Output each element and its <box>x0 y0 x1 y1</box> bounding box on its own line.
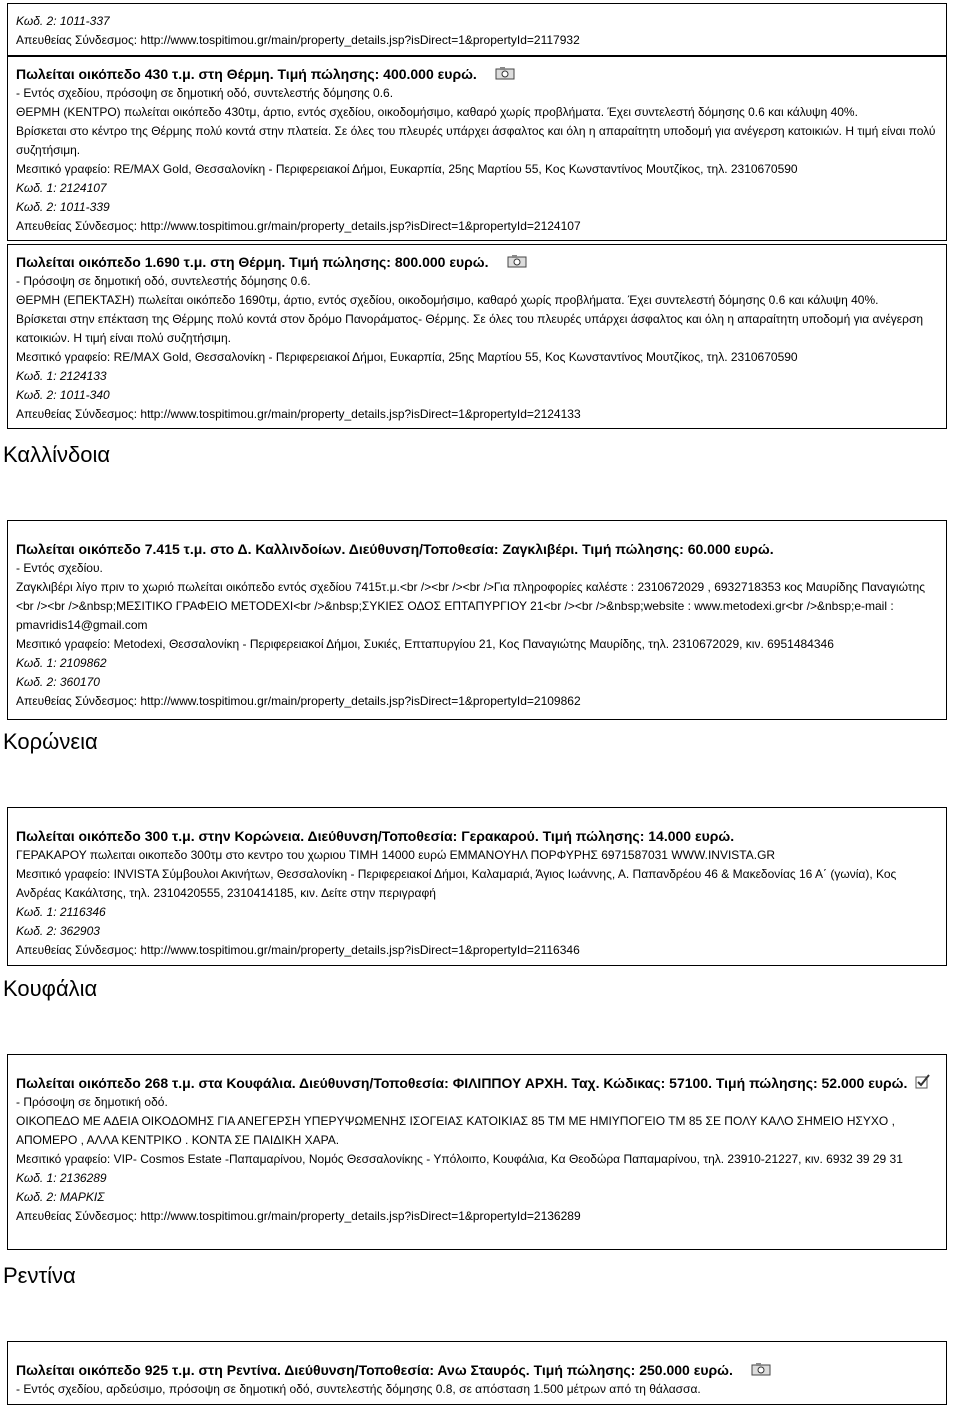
code1: Κωδ. 1: 2109862 <box>16 656 107 670</box>
code1: Κωδ. 1: 2136289 <box>16 1171 107 1185</box>
listing-title: Πωλείται οικόπεδο 430 τ.μ. στη Θέρμη. Τιμή πώλησης: 400.000 ευρώ. <box>16 65 938 84</box>
listing-agency: Μεσιτικό γραφείο: VIP- Cosmos Estate -Παπαμαρίνου, Νομός Θεσσαλονίκης - Υπόλοιπο, Κουφάλια, Κα Θεοδώρα Παπαμαρίνου, τηλ. 23910-21227, κιν. 6932 39 29 31 <box>16 1152 903 1166</box>
listing-agency: Μεσιτικό γραφείο: INVISTA Σύμβουλοι Ακινήτων, Θεσσαλονίκη - Περιφερειακοί Δήμοι, Καλαμαριά, Άγιος Ιωάννης, Α. Παπανδρέου 46 & Μακεδονίας 16 Α΄ (γωνία), Κος Ανδρέας Κακάλτσης, τηλ. 2310420555, 2310414185, κιν. Δείτε στην περιγραφή <box>16 867 897 900</box>
camera-icon[interactable] <box>751 1362 771 1381</box>
listing-features: - Εντός σχεδίου, αρδεύσιμο, πρόσοψη σε δημοτική οδό, συντελεστής δόμησης 0.8, σε απόσταση 1.500 μέτρων από τη θάλασσα. <box>16 1382 701 1396</box>
code2: Κωδ. 2: 1011-340 <box>16 388 110 402</box>
listing-925 <box>7 1341 947 1405</box>
listing-description-1: ΘΕΡΜΗ (ΕΠΕΚΤΑΣΗ) πωλείται οικόπεδο 1690τμ, άρτιο, εντός σχεδίου, οικοδομήσιμο, καθαρό χωρίς προβλήματα. Έχει συντελεστή δόμησης 0.6 και κάλυψη 40%. <box>16 293 879 307</box>
listing-agency: Μεσιτικό γραφείο: RE/MAX Gold, Θεσσαλονίκη - Περιφερειακοί Δήμοι, Ευκαρπία, 25ης Μαρτίου 55, Κος Κωνσταντίνος Μουτζίκος, τηλ. 2310670590 <box>16 162 798 176</box>
code2: Κωδ. 2: 362903 <box>16 924 100 938</box>
listing-agency: Μεσιτικό γραφείο: RE/MAX Gold, Θεσσαλονίκη - Περιφερειακοί Δήμοι, Ευκαρπία, 25ης Μαρτίου 55, Κος Κωνσταντίνος Μουτζίκος, τηλ. 2310670590 <box>16 350 798 364</box>
section-heading-rentina: Ρεντίνα <box>3 1263 76 1288</box>
listing-description-1: ΘΕΡΜΗ (ΚΕΝΤΡΟ) πωλείται οικόπεδο 430τμ, άρτιο, εντός σχεδίου, οικοδομήσιμο, καθαρό χωρίς προβλήματα. Έχει συντελεστή δόμησης 0.6 και κάλυψη 40%. <box>16 105 858 119</box>
code2: Κωδ. 2: 1011-337 <box>16 14 110 28</box>
listing-top <box>7 3 947 56</box>
listing-300 <box>7 807 947 966</box>
listing-description: ΓΕΡΑΚΑΡΟΥ πωλειται οικοπεδο 300τμ στο κεντρο του χωριου ΤΙΜΗ 14000 ευρώ ΕΜΜΑΝΟΥΗΛ ΠΟΡΦΥΡΗΣ 6971587031 WWW.INVISTA.GR <box>16 848 776 862</box>
section-heading-koroneia: Κορώνεια <box>3 729 98 754</box>
listing-title: Πωλείται οικόπεδο 7.415 τ.μ. στο Δ. Καλλινδοίων. Διεύθυνση/Τοποθεσία: Ζαγκλιβέρι. Τιμή πώλησης: 60.000 ευρώ. <box>16 541 774 557</box>
code2: Κωδ. 2: 1011-339 <box>16 200 110 214</box>
checkbox-check-icon <box>915 1074 931 1095</box>
listing-features: - Εντός σχεδίου. <box>16 561 103 575</box>
code2: Κωδ. 2: ΜΑΡΚΙΣ <box>16 1190 105 1204</box>
camera-icon[interactable] <box>507 254 527 273</box>
section-heading-kallindoia: Καλλίνδοια <box>3 442 111 467</box>
direct-link[interactable]: Απευθείας Σύνδεσμος: http://www.tospitimou.gr/main/property_details.jsp?isDirect=1&propertyId=2116346 <box>16 943 580 957</box>
camera-icon[interactable] <box>495 66 515 85</box>
listing-description-2: Βρίσκεται στο κέντρο της Θέρμης πολύ κοντά στην πλατεία. Σε όλες του πλευρές υπάρχει άσφαλτος και όλη η απαραίτητη υποδομή για ανέγερση κατοικιών. Η τιμή είναι πολύ συζητήσιμη. <box>16 124 936 157</box>
listing-features: - Πρόσοψη σε δημοτική οδό, συντελεστής δόμησης 0.6. <box>16 274 311 288</box>
code1: Κωδ. 1: 2116346 <box>16 905 106 919</box>
listing-description-2: Βρίσκεται στην επέκταση της Θέρμης πολύ κοντά στον δρόμο Πανοράματος- Θέρμης. Σε όλες του πλευρές υπάρχει άσφαλτος και όλη η απαραίτητη υποδομή για ανέγερση κατοικιών. Η τιμή είναι πολύ συζητήσιμη. <box>16 312 924 345</box>
direct-link[interactable]: Απευθείας Σύνδεσμος: http://www.tospitimou.gr/main/property_details.jsp?isDirect=1&propertyId=2109862 <box>16 694 581 708</box>
direct-link[interactable]: Απευθείας Σύνδεσμος: http://www.tospitimou.gr/main/property_details.jsp?isDirect=1&propertyId=2124107 <box>16 219 581 233</box>
listing-features: - Πρόσοψη σε δημοτική οδό. <box>16 1095 168 1109</box>
listing-title: Πωλείται οικόπεδο 1.690 τ.μ. στη Θέρμη. Τιμή πώλησης: 800.000 ευρώ. <box>16 253 938 272</box>
listing-description: Ζαγκλιβέρι λίγο πριν το χωριό πωλείται οικόπεδο εντός σχεδίου 7415τ.μ.<br /><br /><br />Για πληροφορίες καλέστε : 2310672029 , 6932718353 κος Μαυρίδης Παναγιώτης <br /><br />&nbsp;ΜΕΣΙΤΙΚΟ ΓΡΑΦΕΙΟ METODEXI<br />&nbsp;ΣΥΚΙΕΣ ΟΔΟΣ ΕΠΤΑΠΥΡΓΙΟΥ 21<br /><br />&nbsp;website : www.metodexi.gr<br />&nbsp;e-mail : pmavridis14@gmail.com <box>16 580 925 632</box>
listing-1690 <box>7 244 947 429</box>
code1: Κωδ. 1: 2124133 <box>16 369 107 383</box>
listing-7415 <box>7 520 947 720</box>
direct-link[interactable]: Απευθείας Σύνδεσμος: http://www.tospitimou.gr/main/property_details.jsp?isDirect=1&propertyId=2136289 <box>16 1209 581 1223</box>
listing-430 <box>7 56 947 241</box>
listing-title: Πωλείται οικόπεδο 925 τ.μ. στη Ρεντίνα. Διεύθυνση/Τοποθεσία: Ανω Σταυρός. Τιμή πώλησης: 250.000 ευρώ. <box>16 1361 938 1380</box>
listing-agency: Μεσιτικό γραφείο: Metodexi, Θεσσαλονίκη - Περιφερειακοί Δήμοι, Συκιές, Επταπυργίου 21, Κος Παναγιώτης Μαυρίδης, τηλ. 2310672029, κιν. 6951484346 <box>16 637 834 651</box>
listing-title: Πωλείται οικόπεδο 268 τ.μ. στα Κουφάλια. Διεύθυνση/Τοποθεσία: ΦΙΛΙΠΠΟΥ ΑΡΧΗ. Ταχ. Κώδικας: 57100. Τιμή πώλησης: 52.000 ευρώ. <box>16 1074 938 1093</box>
listing-description: ΟΙΚΟΠΕΔΟ ΜΕ ΑΔΕΙΑ ΟΙΚΟΔΟΜΗΣ ΓΙΑ ΑΝΕΓΕΡΣΗ ΥΠΕΡΥΨΩΜΕΝΗΣ ΙΣΟΓΕΙΑΣ ΚΑΤΟΙΚΙΑΣ 85 ΤΜ ΜΕ ΗΜΙΥΠΟΓΕΙΟ ΤΜ 85 ΣΕ ΠΟΛΥ ΚΑΛΟ ΣΗΜΕΙΟ ΗΣΥΧΟ , ΑΠΟΜΕΡΟ , ΑΛΛΑ ΚΕΝΤΡΙΚΟ . ΚΟΝΤΑ ΣΕ ΠΑΙΔΙΚΗ ΧΑΡΑ. <box>16 1114 895 1147</box>
direct-link[interactable]: Απευθείας Σύνδεσμος: http://www.tospitimou.gr/main/property_details.jsp?isDirect=1&propertyId=2124133 <box>16 407 581 421</box>
listing-268 <box>7 1054 947 1250</box>
listing-features: - Εντός σχεδίου, πρόσοψη σε δημοτική οδό, συντελεστής δόμησης 0.6. <box>16 86 394 100</box>
code1: Κωδ. 1: 2124107 <box>16 181 107 195</box>
section-heading-koufalia: Κουφάλια <box>3 976 98 1001</box>
listing-title: Πωλείται οικόπεδο 300 τ.μ. στην Κορώνεια. Διεύθυνση/Τοποθεσία: Γερακαρού. Τιμή πώλησης: 14.000 ευρώ. <box>16 828 735 844</box>
direct-link[interactable]: Απευθείας Σύνδεσμος: http://www.tospitimou.gr/main/property_details.jsp?isDirect=1&propertyId=2117932 <box>16 33 580 47</box>
code2: Κωδ. 2: 360170 <box>16 675 100 689</box>
